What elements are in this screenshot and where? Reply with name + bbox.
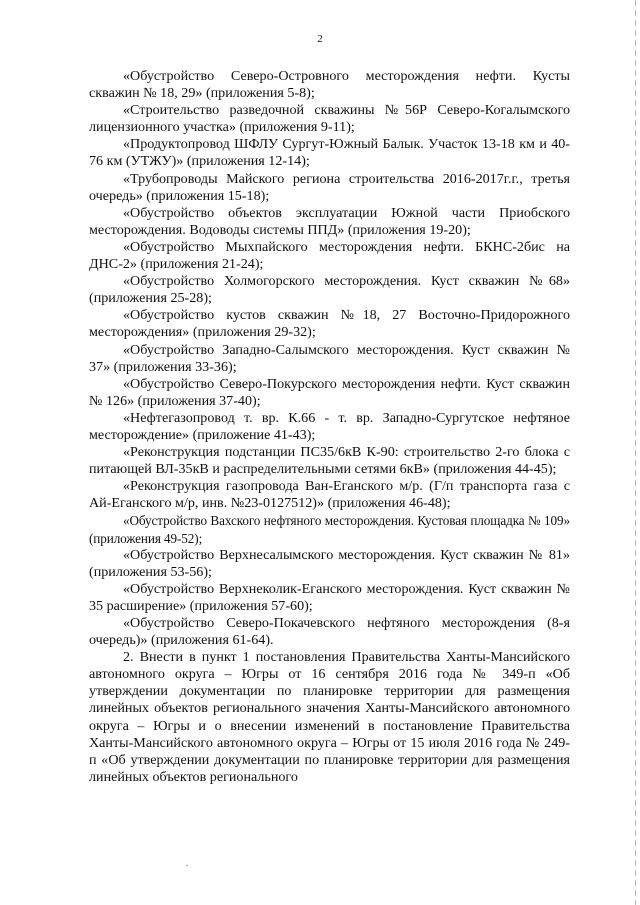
list-item: «Обустройство Верхнесалымского месторождения. Куст скважин № 81» (приложения 53-56); — [89, 546, 570, 580]
list-item: «Строительство разведочной скважины №56Р Северо-Когалымского лицензионного участка» (приложения 9-11); — [89, 102, 570, 136]
list-item: «Обустройство Мыхпайского месторождения нефти. БКНС-2бис на ДНС-2» (приложения 21-24); — [89, 238, 570, 273]
list-item: «Обустройство Северо-Покурского месторождения нефти. Куст скважин № 126» (приложения 37-40); — [89, 375, 570, 409]
paragraph: 2. Внести в пункт 1 постановления Правительства Ханты-Мансийского автономного округа – Югры от 16 сентября 2016 года № 349-п «Об утверждении документации по планировке территории для размещения линейных объектов регионального значения Ханты-Мансийского автономного округа – Югры и о внесении изменений в постановление Правительства Ханты-Мансийского автономного округа – Югры от 15 июля 2016 года № 249-п «Об утверждении документации по планировке территории для размещения линейных объектов регионального — [89, 649, 570, 785]
list-item: «Трубопроводы Майского региона строительства 2016-2017г.г., третья очередь» (приложения 15-18); — [89, 170, 570, 204]
list-item: «Нефтегазопровод т. вр. К.66 - т. вр. Западно-Сургутское нефтяное месторождение» (приложение 41-43); — [89, 409, 570, 443]
list-item: «Обустройство объектов эксплуатации Южной части Приобского месторождения. Водоводы системы ППД» (приложения 19-20); — [89, 204, 570, 238]
list-item: «Обустройство Холмогорского месторождения. Куст скважин №68» (приложения 25-28); — [89, 273, 570, 307]
scan-mark: . — [186, 858, 189, 868]
document-body — [89, 68, 570, 786]
list-item: «Обустройство Вахского нефтяного месторождения. Кустовая площадка № 109» (приложения 49-52); — [89, 513, 570, 546]
list-item: «Обустройство кустов скважин №18, 27 Восточно-Придорожного месторождения» (приложения 29-32); — [89, 307, 570, 341]
list-item: «Продуктопровод ШФЛУ Сургут-Южный Балык. Участок 13-18 км и 40-76 км (УТЖУ)» (приложения 12-14); — [89, 136, 570, 170]
scan-edge — [635, 0, 636, 905]
list-item: «Реконструкция газопровода Ван-Еганского м/р. (Г/п транспорта газа с Ай-Еганского м/р, инв. №23-0127512)» (приложения 46-48); — [89, 478, 570, 512]
page-number: 2 — [317, 33, 323, 45]
list-item: «Обустройство Западно-Салымского месторождения. Куст скважин № 37» (приложения 33-36); — [89, 341, 570, 375]
list-item: «Обустройство Северо-Покачевского нефтяного месторождения (8-я очередь)» (приложения 61-64). — [89, 615, 570, 649]
list-item: «Реконструкция подстанции ПС35/6кВ К-90: строительство 2-го блока с питающей ВЛ-35кВ и распределительными сетями 6кВ» (приложения 44-45); — [89, 444, 570, 478]
list-item: «Обустройство Верхнеколик-Еганского месторождения. Куст скважин № 35 расширение» (приложения 57-60); — [89, 580, 570, 614]
list-item: «Обустройство Северо-Островного месторождения нефти. Кусты скважин № 18, 29» (приложения 5-8); — [89, 68, 570, 102]
